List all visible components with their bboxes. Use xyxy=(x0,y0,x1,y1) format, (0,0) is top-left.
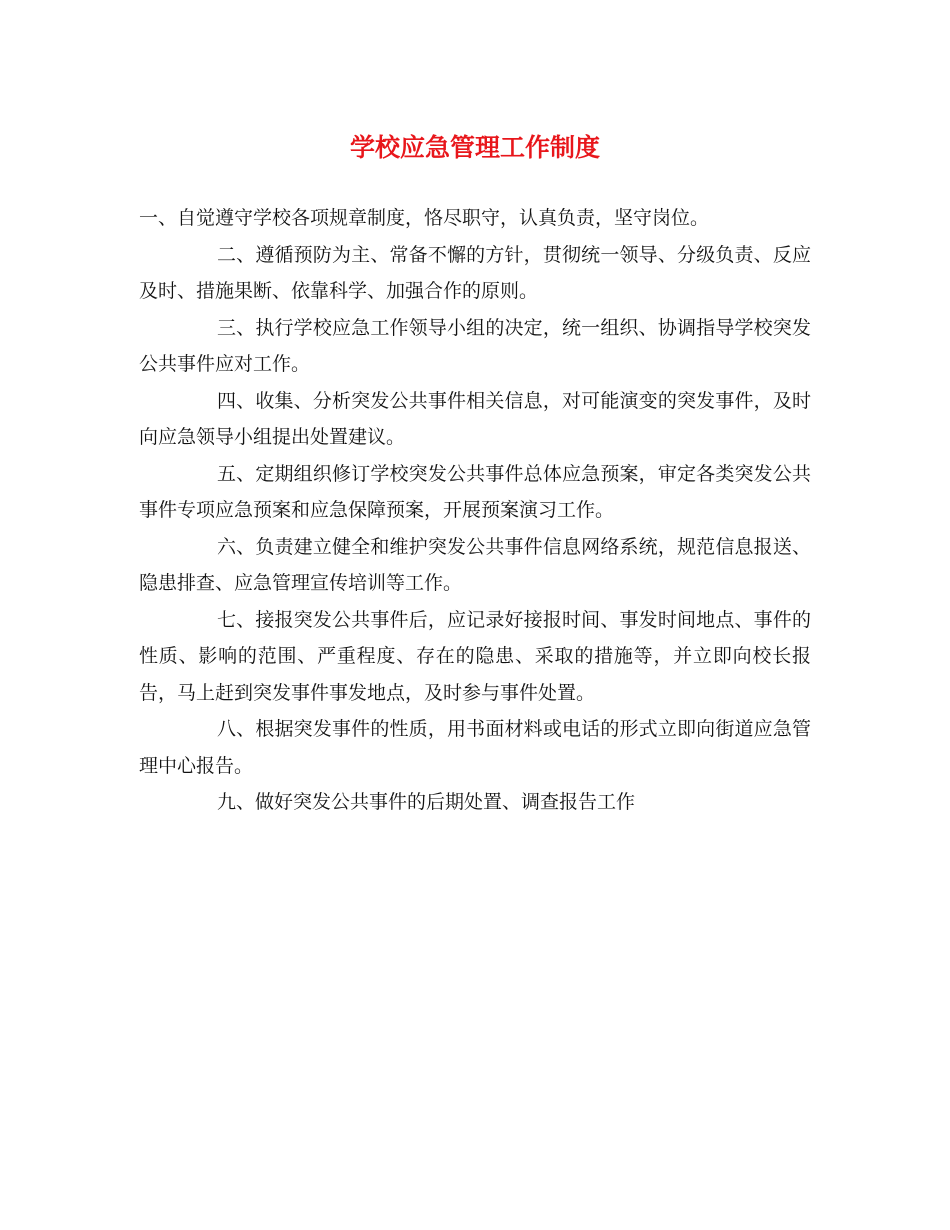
paragraph-9: 九、做好突发公共事件的后期处置、调查报告工作 xyxy=(217,791,636,813)
paragraph-7: 七、接报突发公共事件后，应记录好接报时间、事发时间地点、事件的性质、影响的范围、严重程度、存在的隐患、采取的措施等，并立即向校长报告，马上赶到突发事件事发地点，及时参与事件处置。 xyxy=(139,608,811,704)
paragraph-5: 五、定期组织修订学校突发公共事件总体应急预案，审定各类突发公共事件专项应急预案和应急保障预案，开展预案演习工作。 xyxy=(139,462,811,521)
paragraph-4: 四、收集、分析突发公共事件相关信息，对可能演变的突发事件，及时向应急领导小组提出处置建议。 xyxy=(139,389,811,448)
document-title: 学校应急管理工作制度 xyxy=(349,133,600,162)
document-body xyxy=(139,200,811,821)
paragraph-6: 六、负责建立健全和维护突发公共事件信息网络系统，规范信息报送、隐患排查、应急管理宣传培训等工作。 xyxy=(139,535,811,594)
paragraph-2: 二、遵循预防为主、常备不懈的方针，贯彻统一领导、分级负责、反应及时、措施果断、依靠科学、加强合作的原则。 xyxy=(139,243,811,302)
paragraph-3: 三、执行学校应急工作领导小组的决定，统一组织、协调指导学校突发公共事件应对工作。 xyxy=(139,316,811,375)
paragraph-8: 八、根据突发事件的性质，用书面材料或电话的形式立即向街道应急管理中心报告。 xyxy=(139,718,811,777)
paragraph-1: 一、自觉遵守学校各项规章制度，恪尽职守，认真负责，坚守岗位。 xyxy=(139,207,710,229)
